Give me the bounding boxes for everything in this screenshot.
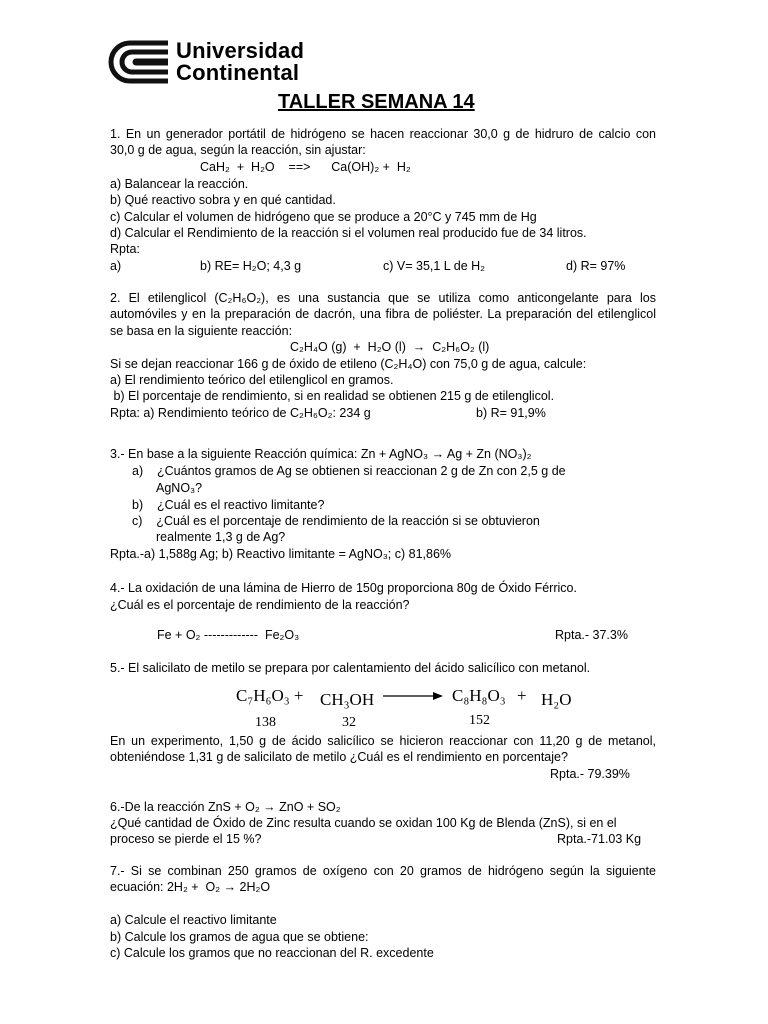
p2-line3: se basa en la siguiente reacción: bbox=[110, 324, 293, 338]
p5-plus: + bbox=[517, 686, 527, 705]
p5-reactant-2: CH₃OH bbox=[320, 690, 375, 709]
p3-item-c1: c) ¿Cuál es el porcentaje de rendimiento de la reacción si se obtuvieron bbox=[132, 514, 540, 528]
p1-line2: 30,0 g de agua, según la reacción, sin ajustar: bbox=[110, 143, 366, 157]
p5-product-1: C₈H₈O₃ bbox=[452, 686, 506, 705]
p1-item-b: b) Qué reactivo sobra y en qué cantidad. bbox=[110, 193, 336, 207]
p3-item-c2: realmente 1,3 g de Ag? bbox=[156, 530, 286, 544]
university-logo bbox=[106, 40, 170, 84]
p5-mass-3: 152 bbox=[469, 713, 490, 728]
p1-answer-c: c) V= 35,1 L de H₂ bbox=[383, 259, 486, 273]
p1-answer-a: a) bbox=[110, 259, 122, 273]
p4-line1: 4.- La oxidación de una lámina de Hierro de 150g proporciona 80g de Óxido Férrico. bbox=[110, 581, 577, 595]
p3-answer: Rpta.-a) 1,588g Ag; b) Reactivo limitante = AgNO₃; c) 81,86% bbox=[110, 547, 452, 561]
p3-item-b: b) ¿Cuál es el reactivo limitante? bbox=[132, 498, 325, 512]
p7-item-b: b) Calcule los gramos de agua que se obtiene: bbox=[110, 930, 369, 944]
p7-item-a: a) Calcule el reactivo limitante bbox=[110, 913, 277, 927]
p1-item-a: a) Balancear la reacción. bbox=[110, 177, 249, 191]
p5-product-2: H₂O bbox=[541, 690, 572, 709]
p3-item-a2: AgNO₃? bbox=[156, 481, 203, 495]
p5-mass-2: 32 bbox=[342, 715, 356, 730]
p7-item-c: c) Calcule los gramos que no reaccionan del R. excedente bbox=[110, 946, 434, 960]
p1-line1: 1. En un generador portátil de hidrógeno se hacen reaccionar 30,0 g de hidruro de calcio con bbox=[110, 127, 656, 141]
p2-answer-a: Rpta: a) Rendimiento teórico de C₂H₆O₂: 234 g bbox=[110, 406, 371, 420]
logo-line-2: Continental bbox=[176, 60, 300, 85]
p1-equation: CaH₂ + H₂O ==> Ca(OH)₂ + H₂ bbox=[200, 160, 411, 174]
p5-mass-1: 138 bbox=[255, 715, 276, 730]
p4-line2: ¿Cuál es el porcentaje de rendimiento de la reacción? bbox=[110, 598, 410, 612]
logo-line-1: Universidad bbox=[176, 38, 305, 63]
reaction-arrow-icon bbox=[383, 690, 443, 702]
p6-answer: Rpta.-71.03 Kg bbox=[557, 832, 642, 846]
p3-item-a1: a) ¿Cuántos gramos de Ag se obtienen si reaccionan 2 g de Zn con 2,5 g de bbox=[132, 464, 566, 478]
page-title: TALLER SEMANA 14 bbox=[278, 91, 475, 113]
p6-line1: 6.-De la reacción ZnS + O₂ → ZnO + SO₂ bbox=[110, 800, 341, 814]
p1-item-c: c) Calcular el volumen de hidrógeno que se produce a 20°C y 745 mm de Hg bbox=[110, 210, 537, 224]
p6-line2: ¿Qué cantidad de Óxido de Zinc resulta cuando se oxidan 100 Kg de Blenda (ZnS), si en el bbox=[110, 816, 617, 830]
p6-line3: proceso se pierde el 15 %? bbox=[110, 832, 262, 846]
p5-answer: Rpta.- 79.39% bbox=[550, 767, 630, 781]
p1-answer-b: b) RE= H₂O; 4,3 g bbox=[200, 259, 302, 273]
p7-line2: ecuación: 2H₂ + O₂ → 2H₂O bbox=[110, 880, 271, 894]
p5-line3: obteniéndose 1,31 g de salicilato de metilo ¿Cuál es el rendimiento en porcentaje? bbox=[110, 750, 568, 764]
p2-item-b: b) El porcentaje de rendimiento, si en realidad se obtienen 215 g de etilenglicol. bbox=[110, 389, 555, 403]
p5-line2: En un experimento, 1,50 g de ácido salicílico se hicieron reaccionar con 11,20 g de metanol, bbox=[110, 734, 656, 748]
p1-item-d: d) Calcular el Rendimiento de la reacción si el volumen real producido fue de 34 litros. bbox=[110, 226, 587, 240]
continental-c-icon bbox=[106, 40, 170, 84]
p2-line4: Si se dejan reaccionar 166 g de óxido de etileno (C₂H₄O) con 75,0 g de agua, calcule: bbox=[110, 357, 587, 371]
p7-line1: 7.- Si se combinan 250 gramos de oxígeno con 20 gramos de hidrógeno según la siguiente bbox=[110, 864, 656, 878]
p5-line1: 5.- El salicilato de metilo se prepara por calentamiento del ácido salicílico con metanol. bbox=[110, 661, 591, 675]
p3-line1: 3.- En base a la siguiente Reacción química: Zn + AgNO₃ → Ag + Zn (NO₃)₂ bbox=[110, 447, 532, 461]
p2-item-a: a) El rendimiento teórico del etilenglicol en gramos. bbox=[110, 373, 394, 387]
p4-answer: Rpta.- 37.3% bbox=[555, 628, 628, 642]
p1-answer-d: d) R= 97% bbox=[566, 259, 626, 273]
p4-equation: Fe + O₂ ------------- Fe₂O₃ bbox=[157, 628, 300, 642]
p5-reactant-1: C₇H₆O₃ + bbox=[236, 686, 304, 705]
p2-line2: automóviles y en la preparación de dacrón, una fibra de poliéster. La preparación del etilenglicol bbox=[110, 307, 656, 321]
p2-equation: C₂H₄O (g) + H₂O (l) → C₂H₆O₂ (l) bbox=[290, 340, 490, 354]
p1-rpta-label: Rpta: bbox=[110, 242, 140, 256]
p2-line1: 2. El etilenglicol (C₂H₆O₂), es una sustancia que se utiliza como anticongelante para los bbox=[110, 291, 656, 305]
p2-answer-b: b) R= 91,9% bbox=[476, 406, 546, 420]
